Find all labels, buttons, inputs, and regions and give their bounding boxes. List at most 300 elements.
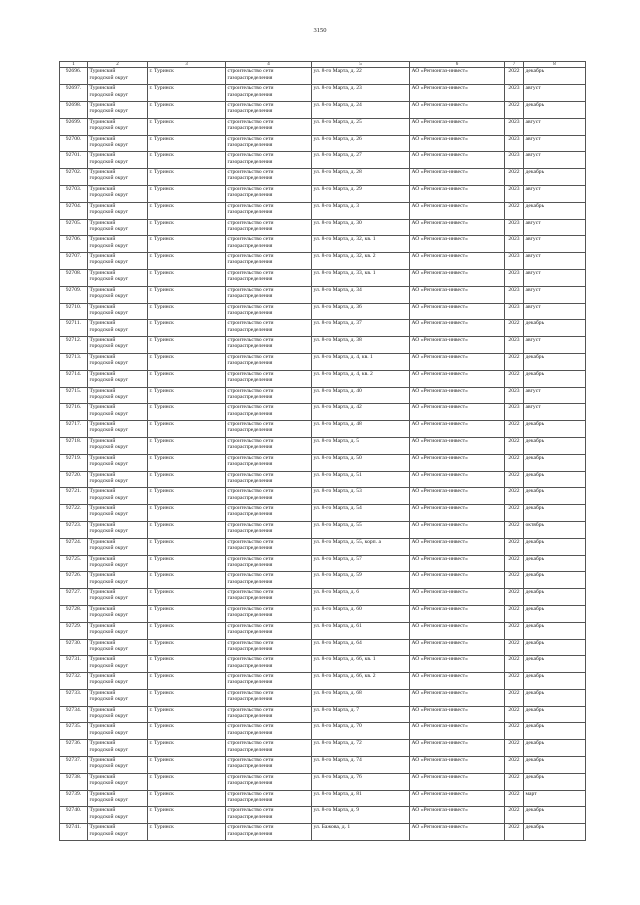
table-row	[60, 824, 586, 841]
work-type-cell	[226, 639, 312, 656]
year-cell	[505, 387, 524, 404]
work-type-cell-text: строительство сети	[227, 605, 274, 612]
year-cell	[505, 68, 524, 85]
year-cell	[505, 639, 524, 656]
row-number-cell	[60, 723, 88, 740]
month-cell	[524, 253, 586, 270]
row-number-cell	[60, 572, 88, 589]
work-type-cell-text: строительство сети	[227, 85, 274, 92]
district-cell	[88, 673, 148, 690]
district-cell-text: городской округ	[89, 158, 129, 165]
month-cell-text: август	[525, 404, 541, 411]
locality-cell	[148, 135, 226, 152]
work-type-cell-text: строительство сети	[227, 723, 274, 730]
row-number-cell-text: 92722.	[65, 505, 82, 512]
work-type-cell-text: газораспределения	[227, 578, 273, 585]
row-number-cell-text: 92732.	[65, 673, 82, 680]
district-cell-text: городской округ	[89, 74, 129, 81]
district-cell-text: Туринский	[89, 656, 116, 663]
district-cell	[88, 253, 148, 270]
work-type-cell	[226, 437, 312, 454]
district-cell-text: городской округ	[89, 494, 129, 501]
operator-cell-text: АО «Регионгаз-инвест»	[411, 605, 468, 612]
work-type-cell	[226, 790, 312, 807]
month-cell	[524, 269, 586, 286]
year-cell-text: 2023	[508, 337, 520, 344]
column-number-1: 1	[60, 62, 88, 68]
work-type-cell	[226, 320, 312, 337]
work-type-cell-text: строительство сети	[227, 622, 274, 629]
month-cell	[524, 135, 586, 152]
month-cell-text: декабрь	[525, 471, 545, 478]
work-type-cell-text: газораспределения	[227, 763, 273, 770]
locality-cell-text: г. Туринск	[149, 656, 174, 663]
column-number-4: 4	[226, 62, 312, 68]
district-cell-text: городской округ	[89, 729, 129, 736]
row-number-cell	[60, 521, 88, 538]
district-cell-text: городской округ	[89, 393, 129, 400]
district-cell-text: Туринский	[89, 673, 116, 680]
row-number-cell	[60, 185, 88, 202]
locality-cell	[148, 269, 226, 286]
table-row	[60, 85, 586, 102]
year-cell-text: 2022	[508, 353, 520, 360]
month-cell-text: декабрь	[525, 572, 545, 579]
year-cell-text: 2023	[508, 303, 520, 310]
work-type-cell-text: газораспределения	[227, 276, 273, 283]
year-cell	[505, 421, 524, 438]
month-cell	[524, 303, 586, 320]
table-row	[60, 605, 586, 622]
month-cell	[524, 572, 586, 589]
row-number-cell	[60, 622, 88, 639]
address-cell	[312, 656, 410, 673]
row-number-cell	[60, 639, 88, 656]
row-number-cell-text: 92701.	[65, 152, 82, 159]
operator-cell-text: АО «Регионгаз-инвест»	[411, 689, 468, 696]
locality-cell	[148, 673, 226, 690]
row-number-cell-text: 92704.	[65, 202, 82, 209]
row-number-cell	[60, 269, 88, 286]
row-number-cell	[60, 152, 88, 169]
district-cell-text: Туринский	[89, 68, 116, 75]
operator-cell-text: АО «Регионгаз-инвест»	[411, 589, 468, 596]
locality-cell	[148, 488, 226, 505]
year-cell	[505, 202, 524, 219]
year-cell	[505, 236, 524, 253]
locality-cell-text: г. Туринск	[149, 505, 174, 512]
locality-cell-text: г. Туринск	[149, 521, 174, 528]
year-cell-text: 2023	[508, 286, 520, 293]
district-cell-text: Туринский	[89, 706, 116, 713]
month-cell	[524, 437, 586, 454]
year-cell	[505, 353, 524, 370]
operator-cell-text: АО «Регионгаз-инвест»	[411, 85, 468, 92]
locality-cell	[148, 723, 226, 740]
year-cell-text: 2023	[508, 404, 520, 411]
locality-cell	[148, 740, 226, 757]
address-cell	[312, 589, 410, 606]
table-row	[60, 387, 586, 404]
district-cell-text: городской округ	[89, 276, 129, 283]
year-cell	[505, 773, 524, 790]
locality-cell	[148, 253, 226, 270]
year-cell-text: 2022	[508, 102, 520, 108]
operator-cell-text: АО «Регионгаз-инвест»	[411, 185, 468, 192]
work-type-cell	[226, 757, 312, 774]
district-cell-text: Туринский	[89, 488, 116, 495]
operator-cell-text: АО «Регионгаз-инвест»	[411, 152, 468, 159]
work-type-cell-text: газораспределения	[227, 477, 273, 484]
district-cell-text: городской округ	[89, 528, 129, 535]
operator-cell-text: АО «Регионгаз-инвест»	[411, 505, 468, 512]
locality-cell-text: г. Туринск	[149, 68, 174, 75]
district-cell-text: городской округ	[89, 679, 129, 686]
operator-cell	[410, 286, 505, 303]
work-type-cell-text: газораспределения	[227, 108, 273, 115]
month-cell-text: декабрь	[525, 824, 545, 831]
year-cell	[505, 740, 524, 757]
row-number-cell-text: 92717.	[65, 421, 82, 428]
district-cell-text: городской округ	[89, 780, 129, 787]
work-type-cell-text: строительство сети	[227, 102, 274, 108]
year-cell	[505, 757, 524, 774]
row-number-cell	[60, 320, 88, 337]
page-number: 3150	[313, 27, 327, 34]
work-type-cell-text: строительство сети	[227, 185, 274, 192]
row-number-cell	[60, 286, 88, 303]
table-row	[60, 589, 586, 606]
operator-cell	[410, 303, 505, 320]
row-number-cell	[60, 740, 88, 757]
year-cell	[505, 521, 524, 538]
work-type-cell-text: строительство сети	[227, 286, 274, 293]
locality-cell	[148, 521, 226, 538]
year-cell-text: 2023	[508, 253, 520, 260]
operator-cell-text: АО «Регионгаз-инвест»	[411, 740, 468, 747]
work-type-cell	[226, 505, 312, 522]
locality-cell	[148, 437, 226, 454]
locality-cell-text: г. Туринск	[149, 555, 174, 562]
year-cell-text: 2023	[508, 236, 520, 243]
district-cell-text: городской округ	[89, 561, 129, 568]
district-cell-text: Туринский	[89, 790, 116, 797]
row-number-cell	[60, 555, 88, 572]
work-type-cell-text: строительство сети	[227, 236, 274, 243]
row-number-cell-text: 92698.	[65, 102, 82, 108]
month-cell	[524, 757, 586, 774]
row-number-cell	[60, 85, 88, 102]
year-cell	[505, 169, 524, 186]
address-cell	[312, 102, 410, 119]
work-type-cell-text: строительство сети	[227, 706, 274, 713]
locality-cell-text: г. Туринск	[149, 454, 174, 461]
address-cell-text: ул. 8-го Марта, д. 30	[313, 219, 362, 226]
month-cell-text: август	[525, 286, 541, 293]
year-cell-text: 2022	[508, 706, 520, 713]
district-cell	[88, 404, 148, 421]
operator-cell	[410, 68, 505, 85]
year-cell-text: 2022	[508, 673, 520, 680]
district-cell-text: городской округ	[89, 629, 129, 635]
month-cell-text: декабрь	[525, 370, 545, 377]
work-type-cell-text: газораспределения	[227, 192, 273, 199]
locality-cell	[148, 236, 226, 253]
operator-cell-text: АО «Регионгаз-инвест»	[411, 572, 468, 579]
work-type-cell-text: газораспределения	[227, 141, 273, 148]
month-cell-text: август	[525, 387, 541, 394]
district-cell-text: Туринский	[89, 135, 116, 142]
address-cell-text: ул. 8-го Марта, д. 81	[313, 790, 362, 797]
table-row	[60, 639, 586, 656]
row-number-cell-text: 92728.	[65, 605, 82, 612]
district-cell	[88, 437, 148, 454]
year-cell	[505, 488, 524, 505]
work-type-cell-text: строительство сети	[227, 387, 274, 394]
row-number-cell-text: 92713.	[65, 353, 82, 360]
year-cell-text: 2022	[508, 723, 520, 730]
district-cell	[88, 303, 148, 320]
address-cell	[312, 773, 410, 790]
operator-cell	[410, 639, 505, 656]
row-number-cell	[60, 656, 88, 673]
address-cell	[312, 521, 410, 538]
work-type-cell-text: газораспределения	[227, 293, 273, 300]
address-cell-text: ул. 8-го Марта, д. 22	[313, 68, 362, 75]
row-number-cell	[60, 505, 88, 522]
address-cell-text: ул. 8-го Марта, д. 55, корп. а	[313, 538, 381, 545]
district-cell-text: Туринский	[89, 505, 116, 512]
operator-cell	[410, 236, 505, 253]
operator-cell	[410, 555, 505, 572]
row-number-cell	[60, 673, 88, 690]
district-cell-text: Туринский	[89, 303, 116, 310]
district-cell-text: Туринский	[89, 421, 116, 428]
year-cell	[505, 790, 524, 807]
year-cell-text: 2022	[508, 505, 520, 512]
table-row	[60, 555, 586, 572]
work-type-cell-text: строительство сети	[227, 135, 274, 142]
year-cell-text: 2023	[508, 135, 520, 142]
district-cell-text: городской округ	[89, 343, 129, 350]
table-row	[60, 807, 586, 824]
work-type-cell-text: строительство сети	[227, 421, 274, 428]
locality-cell	[148, 286, 226, 303]
locality-cell-text: г. Туринск	[149, 605, 174, 612]
row-number-cell	[60, 404, 88, 421]
district-cell	[88, 605, 148, 622]
month-cell-text: декабрь	[525, 740, 545, 747]
work-type-cell	[226, 202, 312, 219]
operator-cell	[410, 773, 505, 790]
locality-cell	[148, 421, 226, 438]
locality-cell-text: г. Туринск	[149, 219, 174, 226]
year-cell-text: 2022	[508, 202, 520, 209]
locality-cell	[148, 353, 226, 370]
work-type-cell-text: газораспределения	[227, 729, 273, 736]
year-cell	[505, 370, 524, 387]
district-cell	[88, 488, 148, 505]
operator-cell-text: АО «Регионгаз-инвест»	[411, 102, 468, 108]
district-cell	[88, 807, 148, 824]
operator-cell	[410, 824, 505, 841]
address-cell-text: ул. 8-го Марта, д. 32, кв. 1	[313, 236, 376, 243]
month-cell-text: декабрь	[525, 773, 545, 780]
work-type-cell-text: газораспределения	[227, 125, 273, 132]
work-type-cell-text: газораспределения	[227, 242, 273, 249]
month-cell	[524, 538, 586, 555]
work-type-cell-text: газораспределения	[227, 175, 273, 182]
locality-cell	[148, 454, 226, 471]
district-cell-text: городской округ	[89, 377, 129, 384]
year-cell-text: 2022	[508, 605, 520, 612]
locality-cell	[148, 589, 226, 606]
locality-cell-text: г. Туринск	[149, 622, 174, 629]
locality-cell-text: г. Туринск	[149, 807, 174, 814]
month-cell	[524, 706, 586, 723]
operator-cell	[410, 185, 505, 202]
row-number-cell-text: 92705.	[65, 219, 82, 226]
row-number-cell-text: 92709.	[65, 286, 82, 293]
work-type-cell-text: строительство сети	[227, 824, 274, 831]
table-row	[60, 269, 586, 286]
operator-cell	[410, 605, 505, 622]
operator-cell-text: АО «Регионгаз-инвест»	[411, 723, 468, 730]
work-type-cell-text: газораспределения	[227, 662, 273, 669]
locality-cell-text: г. Туринск	[149, 269, 174, 276]
table-row	[60, 757, 586, 774]
address-cell	[312, 202, 410, 219]
address-cell	[312, 471, 410, 488]
year-cell-text: 2022	[508, 824, 520, 831]
locality-cell-text: г. Туринск	[149, 773, 174, 780]
operator-cell-text: АО «Регионгаз-инвест»	[411, 706, 468, 713]
row-number-cell	[60, 538, 88, 555]
operator-cell-text: АО «Регионгаз-инвест»	[411, 118, 468, 125]
district-cell-text: городской округ	[89, 242, 129, 249]
address-cell	[312, 622, 410, 639]
year-cell-text: 2022	[508, 471, 520, 478]
year-cell-text: 2022	[508, 421, 520, 428]
locality-cell-text: г. Туринск	[149, 689, 174, 696]
row-number-cell	[60, 454, 88, 471]
work-type-cell-text: строительство сети	[227, 757, 274, 764]
address-cell	[312, 790, 410, 807]
work-type-cell-text: газораспределения	[227, 427, 273, 434]
month-cell-text: декабрь	[525, 706, 545, 713]
month-cell-text: август	[525, 85, 541, 92]
month-cell	[524, 740, 586, 757]
row-number-cell-text: 92702.	[65, 169, 82, 176]
table-row	[60, 152, 586, 169]
address-cell-text: ул. 8-го Марта, д. 25	[313, 118, 362, 125]
table-row	[60, 673, 586, 690]
locality-cell-text: г. Туринск	[149, 370, 174, 377]
row-number-cell	[60, 773, 88, 790]
address-cell	[312, 421, 410, 438]
month-cell	[524, 219, 586, 236]
district-cell-text: Туринский	[89, 337, 116, 344]
locality-cell-text: г. Туринск	[149, 253, 174, 260]
year-cell-text: 2022	[508, 572, 520, 579]
year-cell	[505, 807, 524, 824]
district-cell	[88, 236, 148, 253]
year-cell-text: 2023	[508, 269, 520, 276]
district-cell-text: Туринский	[89, 202, 116, 209]
district-cell	[88, 454, 148, 471]
row-number-cell-text: 92720.	[65, 471, 82, 478]
row-number-cell	[60, 471, 88, 488]
table-row	[60, 320, 586, 337]
address-cell	[312, 639, 410, 656]
row-number-cell-text: 92706.	[65, 236, 82, 243]
table-row	[60, 538, 586, 555]
address-cell	[312, 337, 410, 354]
work-type-cell-text: строительство сети	[227, 488, 274, 495]
district-cell	[88, 320, 148, 337]
district-cell-text: Туринский	[89, 286, 116, 293]
district-cell	[88, 740, 148, 757]
locality-cell	[148, 387, 226, 404]
district-cell-text: городской округ	[89, 108, 129, 115]
row-number-cell	[60, 253, 88, 270]
district-cell-text: Туринский	[89, 437, 116, 444]
locality-cell-text: г. Туринск	[149, 185, 174, 192]
month-cell	[524, 824, 586, 841]
year-cell-text: 2022	[508, 589, 520, 596]
district-cell	[88, 572, 148, 589]
month-cell	[524, 471, 586, 488]
locality-cell	[148, 68, 226, 85]
locality-cell	[148, 622, 226, 639]
year-cell	[505, 320, 524, 337]
row-number-cell	[60, 757, 88, 774]
work-type-cell	[226, 353, 312, 370]
month-cell-text: декабрь	[525, 102, 545, 108]
table-row	[60, 622, 586, 639]
work-type-cell-text: строительство сети	[227, 521, 274, 528]
address-cell	[312, 555, 410, 572]
locality-cell-text: г. Туринск	[149, 673, 174, 680]
district-cell-text: Туринский	[89, 723, 116, 730]
work-type-cell	[226, 169, 312, 186]
year-cell	[505, 605, 524, 622]
district-cell	[88, 589, 148, 606]
locality-cell-text: г. Туринск	[149, 824, 174, 831]
month-cell	[524, 622, 586, 639]
address-cell	[312, 135, 410, 152]
work-type-cell	[226, 185, 312, 202]
address-cell	[312, 488, 410, 505]
work-type-cell	[226, 488, 312, 505]
district-cell-text: Туринский	[89, 370, 116, 377]
locality-cell	[148, 152, 226, 169]
year-cell	[505, 673, 524, 690]
operator-cell	[410, 135, 505, 152]
district-cell-text: Туринский	[89, 236, 116, 243]
year-cell-text: 2022	[508, 555, 520, 562]
operator-cell	[410, 269, 505, 286]
row-number-cell-text: 92716.	[65, 404, 82, 411]
table-row	[60, 740, 586, 757]
operator-cell-text: АО «Регионгаз-инвест»	[411, 236, 468, 243]
month-cell	[524, 404, 586, 421]
month-cell	[524, 555, 586, 572]
operator-cell-text: АО «Регионгаз-инвест»	[411, 790, 468, 797]
month-cell-text: декабрь	[525, 437, 545, 444]
district-cell-text: Туринский	[89, 253, 116, 260]
district-cell	[88, 337, 148, 354]
